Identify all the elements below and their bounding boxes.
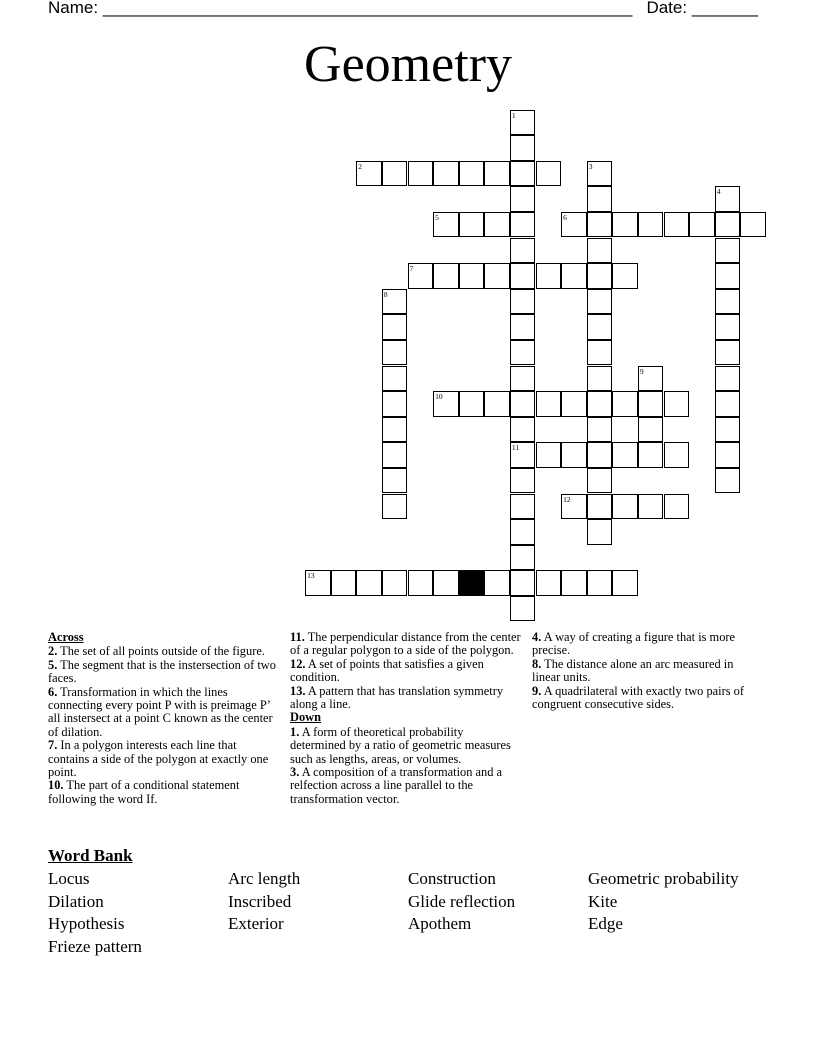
- clue-number: 11: [511, 443, 520, 453]
- clue-number: 2: [358, 161, 363, 171]
- word-bank-item: Hypothesis: [48, 914, 125, 934]
- grid-cell[interactable]: [510, 263, 536, 289]
- grid-cell[interactable]: [561, 212, 587, 238]
- grid-cell[interactable]: [715, 442, 741, 468]
- grid-cell[interactable]: [510, 110, 536, 136]
- grid-cell[interactable]: [510, 314, 536, 340]
- grid-cell[interactable]: [587, 263, 613, 289]
- grid-cell[interactable]: [510, 238, 536, 264]
- grid-cell[interactable]: [715, 238, 741, 264]
- grid-cell[interactable]: [587, 366, 613, 392]
- grid-cell[interactable]: [664, 494, 690, 520]
- word-bank-title: Word Bank: [48, 846, 133, 865]
- grid-cell[interactable]: [740, 212, 766, 238]
- grid-cell[interactable]: [433, 391, 459, 417]
- across-heading: Across: [48, 630, 84, 644]
- grid-cell[interactable]: [638, 442, 664, 468]
- word-bank-item: Apothem: [408, 914, 472, 934]
- grid-cell[interactable]: [484, 263, 510, 289]
- grid-cell[interactable]: [382, 391, 408, 417]
- grid-cell[interactable]: [715, 263, 741, 289]
- clue-across-11: 11. The perpendicular distance from the center of a regular polygon to a side of the polygon.: [290, 630, 521, 658]
- grid-cell[interactable]: [510, 366, 536, 392]
- grid-cell[interactable]: [715, 340, 741, 366]
- grid-cell[interactable]: [587, 519, 613, 545]
- grid-cell[interactable]: [510, 545, 536, 571]
- grid-cell[interactable]: [715, 366, 741, 392]
- grid-cell[interactable]: [612, 212, 638, 238]
- grid-cell[interactable]: [587, 289, 613, 315]
- grid-cell[interactable]: [356, 570, 382, 596]
- grid-cell[interactable]: [561, 570, 587, 596]
- grid-cell[interactable]: [510, 391, 536, 417]
- clue-number: 3: [588, 161, 593, 171]
- grid-cell[interactable]: [587, 570, 613, 596]
- word-bank-item: Construction: [408, 869, 496, 888]
- grid-cell[interactable]: [715, 186, 741, 212]
- clue-across-2: 2. The set of all points outside of the figure.: [48, 644, 265, 659]
- grid-cell[interactable]: [587, 314, 613, 340]
- word-bank-item: Geometric probability: [588, 869, 739, 888]
- clue-number: 1: [511, 110, 516, 120]
- clue-number: 12: [563, 494, 571, 504]
- grid-cell[interactable]: [664, 212, 690, 238]
- grid-cell[interactable]: [715, 212, 741, 238]
- clue-number: 10: [435, 392, 443, 402]
- grid-cell[interactable]: [612, 391, 638, 417]
- grid-cell[interactable]: [587, 212, 613, 238]
- grid-cell[interactable]: [510, 135, 536, 161]
- grid-cell[interactable]: [561, 494, 587, 520]
- clues-column-1: [48, 631, 280, 806]
- clue-number: 6: [563, 212, 567, 222]
- grid-cell[interactable]: [433, 570, 459, 596]
- clue-across-13: 13. A pattern that has translation symmetry along a line.: [290, 683, 504, 712]
- grid-cell[interactable]: [536, 391, 562, 417]
- grid-cell[interactable]: [587, 186, 613, 212]
- word-bank-item: Kite: [588, 891, 618, 911]
- grid-cell[interactable]: [510, 340, 536, 366]
- grid-cell[interactable]: [715, 289, 741, 315]
- grid-cell[interactable]: [587, 442, 613, 468]
- grid-cell[interactable]: [382, 161, 408, 187]
- black-square: [459, 570, 485, 596]
- grid-cell[interactable]: [484, 212, 510, 238]
- grid-cell[interactable]: [408, 263, 434, 289]
- word-bank-item: Locus: [48, 869, 90, 888]
- grid-cell[interactable]: [484, 391, 510, 417]
- grid-cell[interactable]: [433, 263, 459, 289]
- grid-cell[interactable]: [459, 212, 485, 238]
- grid-cell[interactable]: [510, 212, 536, 238]
- clue-down-8: 8. The distance alone an arc measured in linear units.: [532, 656, 734, 685]
- grid-cell[interactable]: [408, 161, 434, 187]
- grid-cell[interactable]: [510, 596, 536, 622]
- grid-cell[interactable]: [459, 263, 485, 289]
- grid-cell[interactable]: [561, 263, 587, 289]
- date-blank[interactable]: _______: [691, 0, 759, 17]
- grid-cell[interactable]: [638, 417, 664, 443]
- grid-cell[interactable]: [561, 391, 587, 417]
- grid-cell[interactable]: [382, 340, 408, 366]
- grid-cell[interactable]: [536, 570, 562, 596]
- grid-cell[interactable]: [715, 417, 741, 443]
- grid-cell[interactable]: [664, 391, 690, 417]
- name-label: Name:: [48, 0, 99, 17]
- clue-across-10: 10. The part of a conditional statement following the word If.: [48, 778, 240, 806]
- date-label: Date:: [646, 0, 688, 17]
- clue-number: 8: [383, 289, 388, 299]
- clues-column-2: [290, 631, 522, 806]
- grid-cell[interactable]: [433, 212, 459, 238]
- grid-cell[interactable]: [382, 442, 408, 468]
- grid-cell[interactable]: [638, 494, 664, 520]
- clue-down-1: 1. A form of theoretical probability determined by a ratio of geometric measures such as lengths, areas, or volumes.: [290, 724, 511, 766]
- clue-across-6: 6. Transformation in which the lines connecting every point P with is preimage P’ all instersect at a point C known as the center of dilation.: [48, 684, 273, 739]
- clue-number: 9: [639, 366, 644, 376]
- grid-cell[interactable]: [382, 366, 408, 392]
- grid-cell[interactable]: [587, 238, 613, 264]
- grid-cell[interactable]: [587, 161, 613, 187]
- grid-cell[interactable]: [382, 314, 408, 340]
- grid-cell[interactable]: [715, 468, 741, 494]
- grid-cell[interactable]: [510, 417, 536, 443]
- grid-cell[interactable]: [587, 391, 613, 417]
- grid-cell[interactable]: [408, 570, 434, 596]
- grid-cell[interactable]: [484, 570, 510, 596]
- grid-cell[interactable]: [638, 366, 664, 392]
- grid-cell[interactable]: [510, 186, 536, 212]
- grid-cell[interactable]: [715, 391, 741, 417]
- page-title: Geometry: [304, 36, 512, 93]
- clue-number: 13: [307, 571, 315, 581]
- clues-column-3: [532, 631, 764, 711]
- grid-cell[interactable]: [612, 494, 638, 520]
- grid-cell[interactable]: [382, 417, 408, 443]
- grid-cell[interactable]: [305, 570, 331, 596]
- grid-cell[interactable]: [587, 494, 613, 520]
- clue-across-7: 7. In a polygon interests each line that contains a side of the polygon at exactly one point.: [48, 738, 269, 780]
- grid-cell[interactable]: [561, 442, 587, 468]
- grid-cell[interactable]: [382, 468, 408, 494]
- grid-cell[interactable]: [612, 442, 638, 468]
- grid-cell[interactable]: [433, 161, 459, 187]
- grid-cell[interactable]: [382, 570, 408, 596]
- clue-down-9: 9. A quadrilateral with exactly two pairs of congruent consecutive sides.: [532, 683, 744, 712]
- grid-cell[interactable]: [587, 417, 613, 443]
- grid-cell[interactable]: [510, 161, 536, 187]
- grid-cell[interactable]: [536, 263, 562, 289]
- grid-cell[interactable]: [459, 391, 485, 417]
- grid-cell[interactable]: [510, 468, 536, 494]
- grid-cell[interactable]: [484, 161, 510, 187]
- word-bank-item: Glide reflection: [408, 891, 516, 911]
- grid-cell[interactable]: [510, 289, 536, 315]
- clue-down-4: 4. A way of creating a figure that is more precise.: [532, 630, 736, 658]
- grid-cell[interactable]: [715, 314, 741, 340]
- word-bank-item: Inscribed: [228, 891, 292, 911]
- grid-cell[interactable]: [536, 442, 562, 468]
- grid-cell[interactable]: [356, 161, 382, 187]
- clue-number: 4: [716, 187, 721, 197]
- grid-cell[interactable]: [612, 570, 638, 596]
- word-bank-item: Exterior: [228, 914, 284, 934]
- clue-across-12: 12. A set of points that satisfies a given condition.: [290, 656, 484, 685]
- grid-cell[interactable]: [587, 468, 613, 494]
- grid-cell[interactable]: [510, 570, 536, 596]
- grid-cell[interactable]: [638, 212, 664, 238]
- grid-cell[interactable]: [459, 161, 485, 187]
- clue-number: 7: [409, 264, 414, 274]
- grid-cell[interactable]: [664, 442, 690, 468]
- word-bank-item: Dilation: [48, 891, 104, 911]
- grid-cell[interactable]: [382, 494, 408, 520]
- grid-cell[interactable]: [331, 570, 357, 596]
- grid-cell[interactable]: [689, 212, 715, 238]
- word-bank-item: Arc length: [228, 869, 301, 888]
- word-bank-item: Edge: [588, 914, 623, 934]
- grid-cell[interactable]: [612, 263, 638, 289]
- word-bank: [48, 868, 788, 959]
- clue-number: 5: [435, 212, 439, 222]
- grid-cell[interactable]: [510, 442, 536, 468]
- grid-cell[interactable]: [510, 494, 536, 520]
- clue-down-3: 3. A composition of a transformation and a relfection across a line parallel to the transformation vector.: [290, 765, 502, 806]
- grid-cell[interactable]: [638, 391, 664, 417]
- word-bank-item: Frieze pattern: [48, 937, 142, 957]
- grid-cell[interactable]: [510, 519, 536, 545]
- down-heading: Down: [290, 710, 321, 725]
- grid-cell[interactable]: [536, 161, 562, 187]
- clue-across-5: 5. The segment that is the instersection of two faces.: [48, 657, 276, 686]
- grid-cell[interactable]: [587, 340, 613, 366]
- name-blank[interactable]: ________________________________________________________: [102, 0, 633, 17]
- grid-cell[interactable]: [382, 289, 408, 315]
